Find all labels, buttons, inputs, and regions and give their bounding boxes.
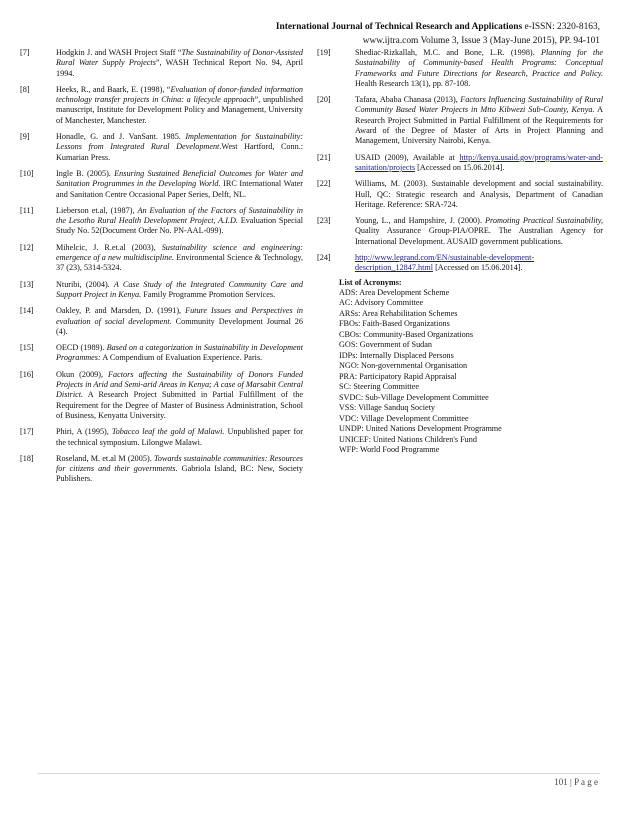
acronym-item: FBOs: Faith-Based Organizations (339, 319, 450, 329)
ref-text: Okun (2009), (56, 369, 109, 379)
ref-text: USAID (2009), Available at (355, 152, 460, 162)
ref-text: Honadle, G. and J. VanSant. 1985. (56, 132, 186, 142)
issn: e-ISSN: 2320-8163, (522, 22, 600, 32)
ref-text: Health Research 13(1), pp. 87-108. (355, 78, 471, 88)
reference-item (20, 132, 303, 163)
ref-text: Mihelcic, J. R.et.al (2003), (56, 242, 162, 252)
reference-item (317, 153, 603, 174)
acronym-item: AC: Advisory Committee (339, 298, 424, 308)
ref-title: The Sustainability of Donor-Assisted Rural Water Supply Projects (56, 48, 303, 68)
ref-text: Community Development Journal 26 (4). (56, 316, 303, 336)
ref-title: Tobacco leaf the gold of Malawi. (111, 427, 225, 437)
ref-number: [22] (317, 179, 331, 189)
usaid-link[interactable]: http://kenya.usaid.gov/programs/water-and-sanitation/projects (355, 152, 603, 172)
ref-number: [16] (20, 369, 34, 379)
ref-title: Evaluation of donor-funded information technology transfer projects in China: a lifecycle approach (56, 84, 304, 105)
acronym-item: UNDP: United Nations Development Programme (339, 424, 502, 434)
ref-text: Hodgkin J. and WASH Project Staff “ (56, 48, 182, 57)
ref-title: An Evaluation of the Factors of Sustainability in the Lesotho Rural Health Development Project, A.I.D. (56, 205, 303, 226)
volume-info: www.ijtra.com Volume 3, Issue 3 (May-June 2015), PP. 94-101 (362, 36, 600, 46)
ref-text: Williams, M. (2003). Sustainable development and social sustainability. Hull, QC: Strategic research and Analysis, Department of Canadian Heritage. Reference: SRA-724. (355, 179, 603, 209)
acronym-item: GOS: Government of Sudan (339, 340, 433, 350)
ref-number: [14] (20, 306, 34, 316)
reference-item (20, 280, 303, 301)
acronym-item: SC: Steering Committee (339, 382, 420, 392)
acronym-item: CBOs: Community-Based Organizations (339, 329, 474, 339)
ref-text: Quality Assurance Group-PIA/OPRE. The Australian Agency for International Development. AUSAID government publications. (355, 226, 603, 246)
journal-title: International Journal of Technical Research and Applications (275, 22, 523, 32)
references-right-column (317, 48, 603, 456)
ref-number: [19] (317, 48, 331, 57)
ref-title: Towards sustainable communities: Resources for citizens and their governments (56, 453, 303, 474)
acronym-item: ARSs: Area Rehabilitation Schemes (339, 308, 458, 318)
acronym-item: WFP: World Food Programme (339, 445, 440, 455)
ref-title: Factors Influencing Sustainability of Rural Community Based Water Projects in Mtto Kibwezi Sub-County, Kenya. (355, 95, 604, 115)
reference-item (317, 253, 603, 274)
acronym-item: IDPs: Internally Displaced Persons (339, 350, 454, 360)
ref-text: [Accessed on 15.06.2014]. (415, 162, 505, 172)
acronyms-list (339, 278, 603, 456)
ref-text: Heeks, R., and Baark, E. (1998), “ (56, 84, 171, 94)
ref-number: [13] (20, 279, 34, 289)
ref-title: A Case Study of the Integrated Community Care and Support Project in Kenya. (56, 279, 303, 299)
acronym-item: ADS: Area Development Scheme (339, 287, 450, 297)
acronym-item: PRA: Participatory Rapid Appraisal (339, 371, 457, 381)
page-label: P a g e (574, 777, 598, 787)
ref-title: Sustainability science and engineering: emergence of a new multidiscipline. (56, 242, 303, 263)
ref-text: A Compendium of Evaluation Experience. Paris. (100, 353, 263, 363)
reference-item (20, 48, 303, 79)
ref-text: Unpublished paper for the technical symposium. Lilongwe Malawi. (56, 427, 303, 447)
reference-item (20, 370, 303, 421)
ref-text: Young, L., and Hampshire, J. (2000). (355, 216, 486, 226)
reference-item (20, 306, 303, 337)
reference-item (317, 179, 603, 210)
ref-title: Promoting Practical Sustainability, (485, 216, 603, 226)
ref-text: Shediac-Rizkallah, M.C. and Bone, L.R. (1998). (355, 48, 541, 57)
ref-text: Lieberson et.al, (1987), (56, 205, 138, 215)
ref-number: [9] (20, 132, 30, 142)
page-header (276, 20, 600, 48)
ref-title: Based on a categorization in Sustainability in Development Programmes: (56, 343, 303, 363)
ref-text: OECD (1989). (56, 343, 107, 353)
acronym-item: SVDC: Sub-Village Development Committee (339, 392, 489, 402)
acronym-item: NGO: Non-governmental Organisation (339, 361, 468, 371)
acronym-item: VDC: Village Development Committee (339, 413, 469, 423)
ref-title: Future Issues and Perspectives in evaluation of social development. (56, 306, 304, 326)
acronyms-heading: List of Acronyms: (339, 277, 402, 287)
ref-number: [11] (20, 205, 34, 215)
ref-number: [24] (317, 253, 331, 263)
ref-text: A Research Project Submitted in Partial Fulfillment of the Requirement for the Degree of Master of Business Administration, School of Business, Kenyatta University. (56, 390, 303, 420)
ref-text: Family Programme Promotion Services. (141, 289, 276, 299)
ref-text: Nturibi, (2004). (56, 279, 114, 289)
page-footer (554, 777, 598, 787)
ref-number: [23] (317, 216, 331, 226)
acronym-item: UNICEF: United Nations Children's Fund (339, 434, 477, 444)
ref-text: .West Hartford, Conn.: Kumarian Press. (56, 142, 304, 162)
ref-title: Factors affecting the Sustainability of Donors Funded Projects in Arid and Semi-arid Areas in Kenya; A case of Marsabit Central District. (56, 369, 303, 400)
ref-number: [17] (20, 427, 34, 437)
footer-separator: | (567, 777, 575, 787)
ref-text: ”, WASH Technical Report No. 94, April 1994. (56, 58, 304, 78)
ref-text: A Research Project Submitted in Partial Fulfillment of the Requirements for Award of the Degree of Master of Arts in Project Planning and Management, University Nairobi, Kenya. (355, 105, 603, 146)
ref-text: Roseland, M. et.al M (2005). (56, 453, 154, 463)
ref-text: Environmental Science & Technology, 37 (23), 5314-5324. (56, 253, 303, 273)
ref-text: Oakley, P. and Marsden, D. (1991), (56, 306, 186, 316)
ref-text: . Gabriola Island, BC: New, Society Publishers. (56, 464, 303, 484)
ref-number: [15] (20, 343, 34, 353)
acronym-item: VSS: Village Sanduq Society (339, 403, 436, 413)
ref-text: [Accessed on 15.06.2014]. (433, 263, 523, 273)
reference-item (317, 216, 603, 247)
ref-number: [20] (317, 95, 331, 105)
ref-text: Evaluation Special Study No. 52(Document Order No. PN-AAL-099). (56, 216, 303, 236)
ref-text: Tafara, Ababa Chanasa (2013), (355, 95, 461, 105)
references-left-column (20, 48, 303, 491)
reference-item (20, 343, 303, 364)
ref-number: [7] (20, 48, 30, 57)
ref-title: Planning for the Sustainability of Community-based Health Programs: Conceptual Frameworks and Future Directions for Research, Practice and Policy. (355, 48, 603, 78)
legrand-link[interactable]: http://www.legrand.com/EN/sustainable-development-description_12847.html (355, 253, 535, 273)
reference-item (20, 454, 303, 485)
ref-number: [10] (20, 168, 34, 178)
ref-text: Phiri, A (1995), (56, 427, 112, 437)
reference-item (20, 427, 303, 448)
ref-number: [8] (20, 84, 30, 94)
ref-text: ”, unpublished manuscript, Institute for Development Policy and Management, University of Manchester, Manchester. (56, 95, 303, 125)
reference-item (20, 243, 303, 274)
reference-item (317, 48, 603, 89)
reference-item (20, 169, 303, 200)
reference-item (20, 206, 303, 237)
ref-text: IRC International Water and Sanitation Centre Occasional Paper Series, Delft, NL. (56, 179, 303, 199)
ref-number: [12] (20, 242, 34, 252)
ref-title: Implementation for Sustainability: Lessons from Integrated Rural Development (56, 132, 304, 152)
reference-item (20, 85, 303, 126)
ref-title: Ensuring Sustained Beneficial Outcomes for Water and Sanitation Programmes in the Developing World. (56, 168, 303, 189)
ref-number: [21] (317, 152, 331, 162)
ref-text: Ingle B. (2005). (56, 168, 115, 178)
footer-divider (38, 773, 600, 774)
reference-item (317, 95, 603, 146)
ref-number: [18] (20, 453, 34, 463)
page-number: 101 (554, 777, 568, 787)
